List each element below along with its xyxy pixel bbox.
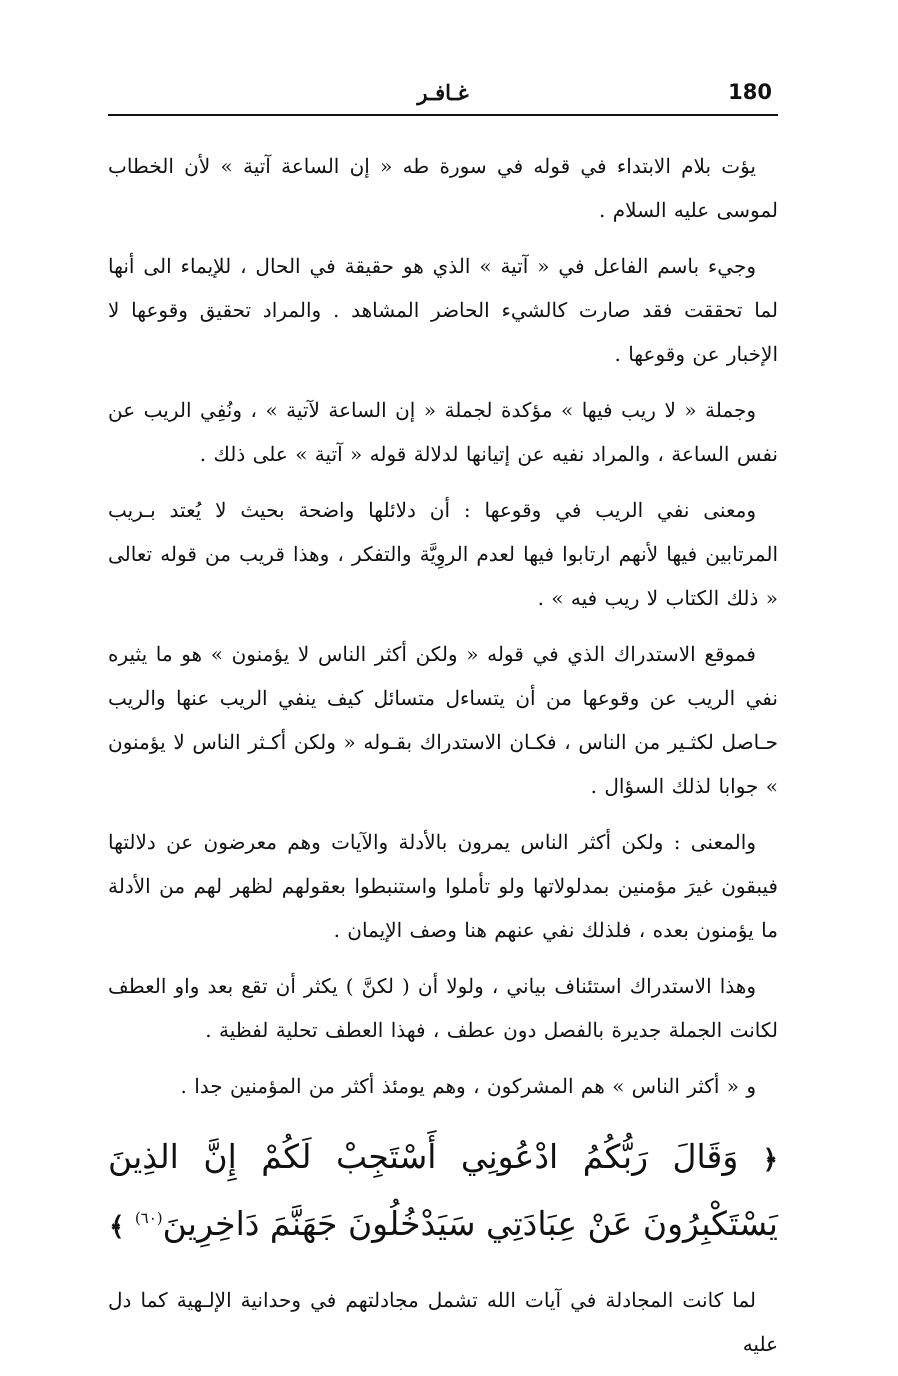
paragraph: والمعنى : ولكن أكثر الناس يمرون بالأدلة والآيات وهم معرضون عن دلالتها فيبقون غيرَ مؤمنين بمدلولاتها ولو تأملوا واستنبطوا بعقولهم لظهر لهم من الأدلة ما يؤمنون بعده ، فلذلك نفي عنهم هنا وصف الإيمان .	[108, 830, 778, 942]
verse-close-ornament: ﴾	[109, 1212, 125, 1242]
paragraph: و « أكثر الناس » هم المشركون ، وهم يومئذ أكثر من المؤمنين جدا .	[180, 1074, 756, 1098]
page-header	[108, 78, 778, 116]
verse-text: وَقَالَ رَبُّكُمُ ادْعُونِي أَسْتَجِبْ لَكُمْ إِنَّ الذِينَ يَسْتَكْبِرُونَ عَنْ عِبَادَتِي سَيَدْخُلُونَ جَهَنَّمَ دَاخِرِينَ	[108, 1137, 778, 1243]
paragraph: وجيء باسم الفاعل في « آتية » الذي هو حقيقة في الحال ، للإيماء الى أنها لما تحققت فقد صارت كالشيء الحاضر المشاهد . والمراد تحقيق وقوعها لا الإخبار عن وقوعها .	[108, 254, 778, 366]
quran-verse	[108, 1128, 778, 1256]
paragraph-continued: لما كانت المجادلة في آيات الله تشمل مجادلتهم في وحدانية الإلـهية كما دل عليه	[108, 1288, 778, 1356]
running-title: غـافـر	[417, 80, 469, 105]
paragraph: وجملة « لا ريب فيها » مؤكدة لجملة « إن الساعة لآتية » ، ونُفِي الريب عن نفس الساعة ، والمراد نفيه عن إتيانها لدلالة قوله « آتية » على ذلك .	[108, 398, 778, 466]
page-number: 180	[728, 80, 772, 104]
document-page	[108, 78, 778, 1356]
paragraph: فموقع الاستدراك الذي في قوله « ولكن أكثر الناس لا يؤمنون » هو ما يثيره نفي الريب عن وقوعها من أن يتساءل متسائل كيف ينفي الريب عنها والريب حـاصل لكثـير من الناس ، فكـان الاستدراك بقـوله « ولكن أكـثر الناس لا يؤمنون » جوابا لذلك السؤال .	[108, 642, 778, 798]
body-text	[108, 144, 778, 1366]
paragraph: وهذا الاستدراك استئناف بياني ، ولولا أن ( لكنَّ ) يكثر أن تقع بعد واو العطف لكانت الجملة جديرة بالفصل دون عطف ، فهذا العطف تحلية لفظية .	[108, 974, 778, 1042]
verse-open-ornament: ﴿	[762, 1145, 778, 1175]
verse-number: (٦٠)	[134, 1209, 163, 1227]
paragraph: يؤت بلام الابتداء في قوله في سورة طه « إن الساعة آتية » لأن الخطاب لموسى عليه السلام .	[108, 154, 778, 222]
paragraph: ومعنى نفي الريب في وقوعها : أن دلائلها واضحة بحيث لا يُعتد بـريب المرتابين فيها لأنهم ارتابوا فيها لعدم الروِيَّة والتفكر ، وهذا قريب من قوله تعالى « ذلك الكتاب لا ريب فيه » .	[108, 498, 778, 610]
